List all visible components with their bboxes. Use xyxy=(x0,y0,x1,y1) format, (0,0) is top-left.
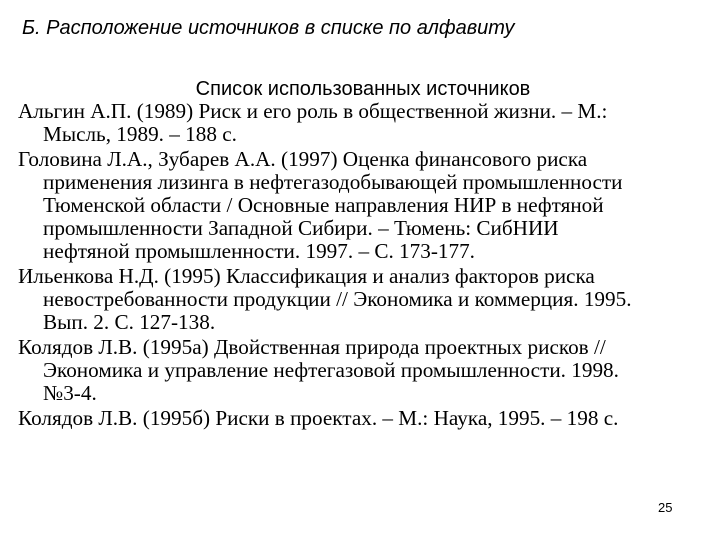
reference-line: №3-4. xyxy=(43,381,97,405)
reference-line: Колядов Л.В. (1995а) Двойственная природа проектных рисков // xyxy=(18,335,606,359)
reference-item xyxy=(18,336,718,405)
reference-item xyxy=(18,148,718,263)
reference-line: нефтяной промышленности. 1997. – С. 173-177. xyxy=(43,239,475,263)
reference-line: Ильенкова Н.Д. (1995) Классификация и анализ факторов риска xyxy=(18,264,595,288)
reference-item xyxy=(18,407,718,430)
reference-item xyxy=(18,265,718,334)
slide-title: Б. Расположение источников в списке по алфавиту xyxy=(22,17,515,39)
reference-line: Экономика и управление нефтегазовой промышленности. 1998. xyxy=(43,358,619,382)
reference-line: Колядов Л.В. (1995б) Риски в проектах. – М.: Наука, 1995. – 198 с. xyxy=(18,406,619,430)
reference-line: Головина Л.А., Зубарев А.А. (1997) Оценка финансового риска xyxy=(18,147,588,171)
reference-line: Альгин А.П. (1989) Риск и его роль в общественной жизни. – М.: xyxy=(18,99,608,123)
list-heading: Список использованных источников xyxy=(195,78,531,100)
reference-line: Тюменской области / Основные направления НИР в нефтяной xyxy=(43,193,604,217)
reference-line: Мысль, 1989. – 188 с. xyxy=(43,122,237,146)
reference-line: применения лизинга в нефтегазодобывающей промышленности xyxy=(43,170,623,194)
page-number: 25 xyxy=(658,500,673,515)
reference-item xyxy=(18,100,718,146)
reference-line: промышленности Западной Сибири. – Тюмень: СибНИИ xyxy=(43,216,559,240)
reference-line: Вып. 2. С. 127-138. xyxy=(43,310,216,334)
reference-line: невостребованности продукции // Экономика и коммерция. 1995. xyxy=(43,287,632,311)
reference-list xyxy=(18,100,718,432)
